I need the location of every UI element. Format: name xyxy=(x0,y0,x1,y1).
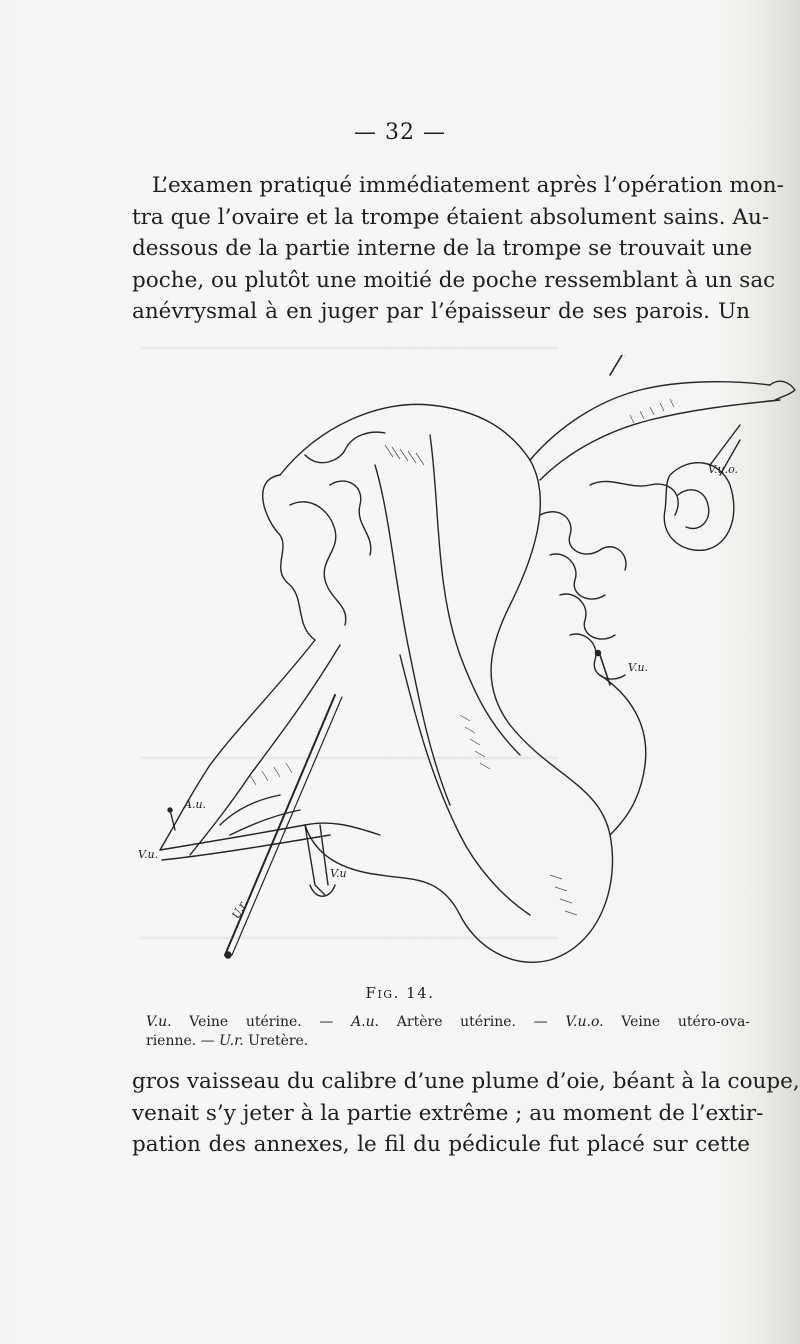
anatomical-illustration xyxy=(130,355,800,965)
caption-abbr: U.r. xyxy=(219,1033,244,1049)
caption-abbr: V.u.o. xyxy=(565,1014,604,1030)
paragraph-line: poche, ou plutôt une moitié de poche ressemblant à un sac xyxy=(132,267,776,293)
caption-abbr: V.u. xyxy=(146,1014,172,1030)
bottom-paragraph xyxy=(132,1066,800,1161)
caption-text: rienne. — xyxy=(146,1033,215,1049)
paragraph-line: gros vaisseau du calibre d’une plume d’oie, béant à la coupe, xyxy=(132,1069,800,1094)
figure-title: Fig. 14. xyxy=(365,984,435,1002)
caption-text: Veine utérine. — xyxy=(189,1014,334,1030)
caption-text: Uretère. xyxy=(248,1033,309,1049)
caption-abbr: A.u. xyxy=(351,1014,380,1030)
label-vuo: V.u.o. xyxy=(708,463,739,476)
figure-caption xyxy=(146,1013,750,1051)
label-vu-right: V.u. xyxy=(628,661,649,674)
label-au: A.u. xyxy=(184,798,207,811)
caption-line xyxy=(146,1013,750,1032)
paragraph-line: tra que l’ovaire et la trompe étaient absolument sains. Au- xyxy=(132,204,770,230)
top-paragraph xyxy=(132,170,784,328)
show-through-texture: ▁▁▁▁▁▁▁▁▁▁▁▁▁▁▁▁▁▁▁▁▁▁▁▁▁▁▁▁▁▁▁▁ xyxy=(140,920,559,940)
label-vu-bottom: V.u xyxy=(330,867,347,880)
paragraph-line: anévrysmal à en juger par l’épaisseur de ses parois. Un xyxy=(132,299,750,324)
show-through-texture: ▁▁▁▁▁▁▁▁▁▁▁▁▁▁▁▁▁▁▁▁▁▁▁▁▁▁▁▁▁▁▁▁ xyxy=(140,740,559,760)
paragraph-line: pation des annexes, le fil du pédicule fut placé sur cette xyxy=(132,1132,750,1157)
paragraph-line: L’examen pratiqué immédiatement après l’opération mon- xyxy=(152,173,784,198)
paragraph-line: venait s’y jeter à la partie extrême ; au moment de l’extir- xyxy=(132,1100,764,1126)
caption-line xyxy=(146,1032,750,1051)
caption-text: Artère utérine. — xyxy=(396,1014,548,1030)
label-ur: U.r. xyxy=(229,897,250,922)
label-vu-left: V.u. xyxy=(138,848,159,861)
specimen-drawing xyxy=(130,355,800,965)
page-number: — 32 — xyxy=(354,120,446,145)
paragraph-line: dessous de la partie interne de la trompe se trouvait une xyxy=(132,236,753,261)
caption-text: Veine utéro-ova- xyxy=(621,1014,751,1030)
show-through-texture: ▁▁▁▁▁▁▁▁▁▁▁▁▁▁▁▁▁▁▁▁▁▁▁▁▁▁▁▁▁▁▁▁ xyxy=(140,330,559,350)
